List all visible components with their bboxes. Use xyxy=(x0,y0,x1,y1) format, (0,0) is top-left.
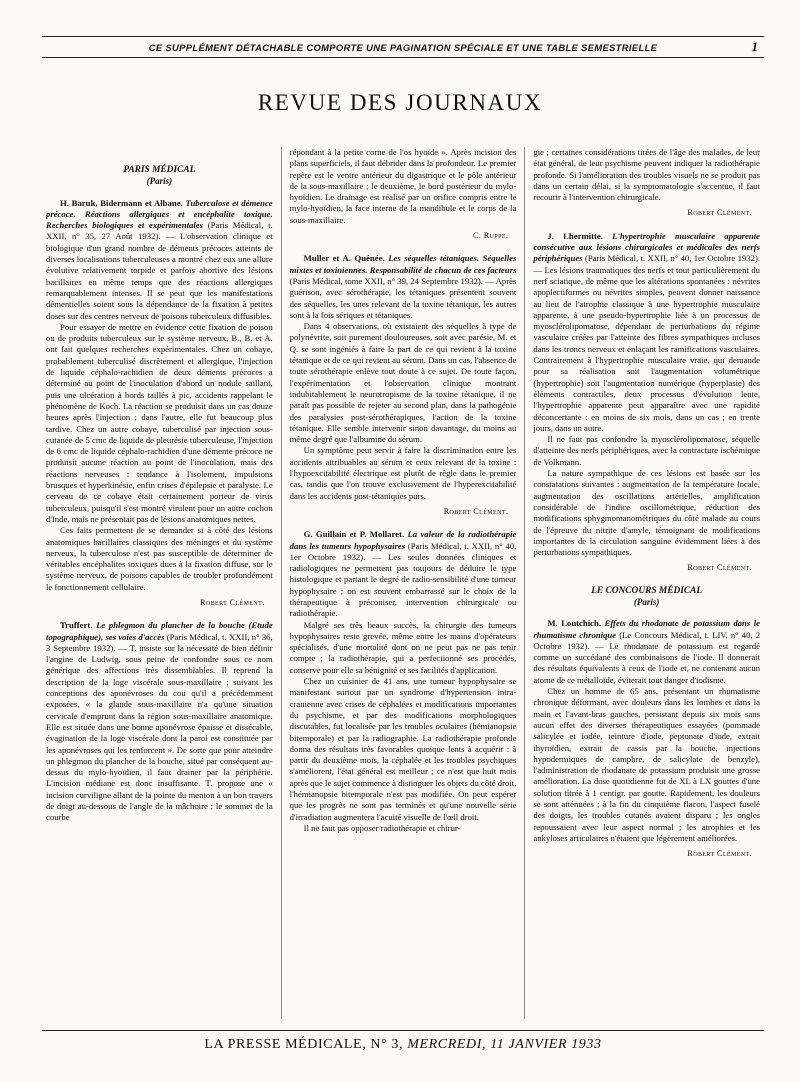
article-4-paragraph: (Paris Médical, t. XXII, n° 40, 1er Octobre 1932). — Les seules données cliniques et radiologiques ne permettent pas toujours de déduire le type histologique et partant le degré de radio-sensibilité d'une tumeur hypophysaire ; on est souvent embarrassé sur le choix de la thérapeutique à préconiser, intervention chirurgicale ou radiothérapie. xyxy=(289,540,517,619)
supplement-notice: CE SUPPLÉMENT DÉTACHABLE COMPORTE UNE PAGINATION SPÉCIALE ET UNE TABLE SEMESTRIELLE xyxy=(148,41,658,53)
article-3-heading xyxy=(290,253,517,321)
page-title: REVUE DES JOURNAUX xyxy=(257,90,543,115)
article-6-heading xyxy=(533,618,760,686)
column-3 xyxy=(524,147,760,1019)
section-title-paris-medical: PARIS MÉDICAL xyxy=(123,165,196,175)
article-6-title: Effets du rhodanate de potassium dans le rhumatisme chronique xyxy=(533,618,761,640)
section-title-concours-medical: LE CONCOURS MÉDICAL xyxy=(591,585,703,596)
article-5-authors: J. Lhermitte. xyxy=(547,230,603,241)
article-2-paragraph: (Paris Médical, t. XXII, n° 36, 3 Septembre 1932). — T. insiste sur la nécessité de bien définir l'angine de Ludwig, sous peine de confondre sous ce nom générique des affections très dissemblables. Il reprend la description de la loge viscérale sous-maxillaire ; suivant les conceptions des aponévroses du cou qu'il a précédemment exposées, « la glande sous-maxillaire n'a qu'une situation cervicale d'emprunt dans la région sous-maxillaire anatomique. Elle est située dans une bonne aponévrose épaisse et dissécable, évagination de la loge viscérale dont la paroi est constituée par les aponévroses qui les renforcent ». De sorte que pour atteindre un phlegmon du plancher de la bouche, situé par conséquent au-dessus du mylo-hyoïdien, il faut drainer par la périphérie. L'incision médiane est donc insuffisante. T. propose une « incision curviligne allant de la pointe du menton à un bon travers de doigt au-dessous de l'angle de la mâchoire ; le sommet de la courbe xyxy=(46,631,273,823)
page-number: 1 xyxy=(751,39,758,54)
article-3-signature: Robert Clément. xyxy=(443,506,509,516)
article-1-heading xyxy=(46,198,273,322)
article-6-paragraph: Chez un homme de 65 ans, présentant un rhumatisme chronique déformant, avec douleurs dans les lombes et dans la main et l'avant-bras gauches, persistant depuis six mois sans aucun effet des diverses thérapeutiques essayées (pommade salicylée et iodée, teinture d'iode, peptonate d'iode, extrait thyroïdien, extrait de cassis par la bouche, injections hypodermiques de camphre, de salicylate de benzyle), l'administration de rhodanate de potassium produisit une grosse amélioration. La dose quotidienne fut de XL à LX gouttes d'une solution titrée à 1 centigr. par goutte. Rapidement, les douleurs se sont atténuées ; à la fin du cinquième flacon, l'aspect fuselé des doigts, les troubles cutanés avaient disparu ; les ongles repoussaient avec leur aspect normal ; les atrophies et les ankyloses articulaires n'étaient que légèrement améliorées. xyxy=(533,686,761,843)
article-4-title: La valeur de la radiothérapie dans les tumeurs hypophysaires xyxy=(289,529,517,551)
article-4-paragraph: Malgré ses très beaux succès, la chirurgie des tumeurs hypophysaires reste grevée, même entre les mains d'opérateurs spécialisés, d'une mortalité dont on ne peut pas ne pas tenir compte ; la radiothérapie, qui a perfectionné ses procédés, conserve pour elle sa bénignité et ses facilités d'application. xyxy=(289,619,517,675)
article-4-paragraph: Il ne faut pas opposer radiothérapie et chirur- xyxy=(303,822,461,833)
article-1-paragraph: Ces faits permettent de se demander si à côté des lésions anatomiques bacillaires classiques des méninges et du système nerveux, la tuberculose n'est pas susceptible de déterminer de véritables encéphalites toxiques dues à la fixation diffuse, sur le système nerveux, de poisons capables de troubler profondément le fonctionnement cellulaire. xyxy=(46,525,273,592)
article-5-title: L'hypertrophie musculaire apparente consécutive aux lésions chirurgicales et médicales des nerfs périphériques xyxy=(533,230,761,264)
article-4-paragraph: gie ; certaines considérations tirées de l'âge des malades, de leur état général, de leur psychisme peuvent indiquer la radiothérapie profonde. Si l'amélioration des troubles visuels ne se produit pas dans un certain délai, si la symptomatologie s'accentue, il faut recourir à l'intervention chirurgicale. xyxy=(533,147,761,203)
column-1 xyxy=(46,147,273,1019)
journal-name: LA PRESSE MÉDICALE, N° 3, xyxy=(204,1037,404,1052)
article-2-heading xyxy=(46,620,273,823)
article-3-paragraph: Un symptôme peut servir à faire la discrimination entre les accidents attribuables au sérum et ceux relevant de la toxine : l'hypoexcitabilité électrique est plutôt de règle dans le premier cas, tandis que l'on trouve exclusivement de l'hyperexcitabilité dans les accidents post-tétaniques purs. xyxy=(289,445,517,501)
article-4-authors: G. Guillain et P. Mollaret. xyxy=(303,529,405,540)
article-1-paragraph: (Paris Médical, t. XXII, n° 35, 27 Août 1932). — L'observation clinique et biologique d'un grand nombre de déments précoces atteints de diverses localisations tuberculeuses a montré chez eux une allure évolutive relativement torpide et parfois abortive des lésions bacillaires en même temps que des réactions allergiques remarquablement intenses. Il se peut que les manifestations démentielles soient sous la dépendance de la fixation à petites doses sur des centres nerveux de poisons tuberculeux diffusibles. xyxy=(46,220,273,321)
article-5-signature: Robert Clément. xyxy=(687,563,753,573)
article-5-paragraph: (Paris Médical, t. XXII, n° 40, 1er Octobre 1932). — Les lésions traumatiques des nerfs et tout particulièrement du nerf sciatique, de même que les altérations spontanées : névrites apoplectiformes ou névrites simples, peuvent donner naissance au lieu de l'atrophie classique à une hypertrophie musculaire apparente, à une pseudo-hypertrophie liée à un processus de myosclérolipomatose, dépendant de perturbations du régime vasculaire créées par l'atteinte des fibres sympathiques incluses dans les troncs nerveux et enlaçant les ramifications vasculaires. Contrairement à l'hypertrophie musculaire vraie, qui demande pour sa réalisation soit l'augmentation volumétrique (hypertrophie) soit l'augmentation numérique (hyperplasie) des éléments contractiles, deux processus d'évolution lente, l'hypertrophie apparente peut apparaître avec une rapidité déconcertante : en moins de six mois, dans un cas ; en trente jours, dans un autre. xyxy=(533,253,761,433)
article-4-paragraph: Chez un cuisinier de 41 ans, une tumeur hypophysaire se manifestant surtout par un syndrome d'hypertension intra-cranienne avec crises de céphalées et modifications importantes du psychisme, et par des modifications morphologiques discutables, fut localisée par les troubles oculaires (hémianopsie bitemporale) et par la radiographie. La radiothérapie profonde donna des résultats très favorables quoique lents à acquérir : à partir du deuxième mois, la céphalée et les troubles psychiques s'améliorent, l'état général est meilleur ; ce n'est que huit mois après que le sujet commence à distinguer les objets du côté droit, l'hémianopsie bitemporale n'est pas modifiée. On peut espérer que les progrès ne sont pas terminés et qu'une nouvelle série d'irradiation augmentera l'acuité visuelle de l'œil droit. xyxy=(289,676,517,822)
article-2-title: Le phlegmon du plancher de la bouche (Etude topographique), ses voies d'accès xyxy=(46,620,273,642)
article-6-paragraph: (Le Concours Médical, t. LIV, n° 40, 2 Octobre 1932). — Le rhodanate de potassium est regardé comme un succédané des combinaisons de l'iode. Il donnerait des résultats équivalents à ceux de l'iode et, ne contenant aucun atome de ce métalloïde, éviterait tout danger d'iodisme. xyxy=(533,629,761,685)
article-3-title: Les séquelles tétaniques. Séquelles mixtes et toxiniennes. Responsabilité de chacun de ces facteurs xyxy=(289,253,517,275)
article-2-signature: C. Ruppe. xyxy=(473,231,509,241)
article-1-paragraph: Pour essayer de mettre en évidence cette fixation de poison ou de produits tuberculeux sur le système nerveux, B., B. et A. ont fait quelques recherches expérimentales. Chez un cobaye, probablement tuberculisé discrètement et allergique, l'injection de liquide céphalo-rachidien de deux déments précoces a déterminé au point de l'inoculation d'abord un nodule saillant, puis une ulcération à bords taillés à pic, accidents rappelant le phénomène de Koch. La réaction se produisit dans un cas douze heures après l'injection ; dans l'autre, elle fut beaucoup plus tardive. Chez un autre cobaye, tuberculisé par injection sous-cutanée de 5 cmc de liquide de pleurésie tuberculeuse, l'injection de 6 cmc de liquide céphalo-rachidien d'une démente précoce ne produisit aucune réaction au point de l'inoculation, mais des réactions nerveuses : tendance à l'isolement, impulsions brusques et hyperkinésie, enfin crises d'épilepsie et paralysie. Le cerveau de ce cobaye était certainement porteur de virus tuberculeux, puisqu'il s'est montré virulent pour un autre cochon d'Inde, mais ne présentait pas de lésions anatomiques nettes. xyxy=(46,321,273,524)
article-5-paragraph: Il ne faut pas confondre la myosclérolipomatose, séquelle d'atteinte des nerfs périphériques, avec la contracture ischémique de Volkmann. xyxy=(533,434,761,467)
article-6-authors: M. Loutchich. xyxy=(547,618,602,629)
article-5-paragraph: La nature sympathique de ces lésions est basée sur les constatations suivantes : augmentation de la température locale, augmentation des oscillations artérielles, amplification considérable de l'indice oscillométrique, réduction des modifications sphygmomanométriques du côté malade au cours de l'épreuve du nitrite d'amyle, témoignant de modifications importantes de la circulation sanguine évidemment liées à des perturbations sympathiques. xyxy=(533,468,761,558)
journal-footer xyxy=(42,1030,764,1053)
article-4-heading xyxy=(290,529,517,619)
article-1-authors: H. Baruk, Bidermann et Albane. xyxy=(60,197,183,208)
article-6-signature: Robert Clément. xyxy=(687,849,753,859)
article-4-signature: Robert Clément. xyxy=(687,208,753,218)
article-1-title: Tuberculose et démence précoce. Réactions allergiques et encéphalite toxique. Recherches biologiques et expérimentales xyxy=(46,197,273,231)
article-5-heading xyxy=(533,231,760,434)
article-columns xyxy=(46,147,760,1019)
article-2-authors: Truffert. xyxy=(60,620,93,631)
column-2 xyxy=(281,147,517,1019)
article-3-authors: Muller et A. Quénée. xyxy=(303,253,385,264)
article-1-signature: Robert Clément. xyxy=(200,597,265,607)
section-city: (Paris) xyxy=(633,596,660,607)
article-3-paragraph: (Paris Médical, tome XXII, n° 39, 24 Septembre 1932). — Après guérison, avec sérothérapie, les tétaniques présentent souvent des séquelles, les unes relevant de la toxine tétanique, les autres sont à la fois sériques et tétaniques. xyxy=(289,275,517,320)
section-city: (Paris) xyxy=(146,176,173,187)
article-3-paragraph: Dans 4 observations, où existaient des séquelles à type de polynévrite, soit purement douloureuses, soit avec parésie, M. et Q. se sont ingéniés à faire la part de ce qui revient à la toxine tétanique et de ce qui revient au sérum. Dans un cas, l'absence de toute sérothérapie enlève tout doute à ce sujet. De toute façon, l'expérimentation et l'observation clinique montrant indubitablement le neurotropisme de la toxine tétanique, il ne paraît pas possible de rejeter au second plan, dans la pathogénie des paralysies post-sérothérapiques, l'action de la toxine tétanique. Elle semble intervenir sinon davantage, du moins au même degré que l'albumine du sérum. xyxy=(289,321,517,445)
article-2-paragraph: répondant à la petite corne de l'os hyoïde ». Après incision des plans superficiels, il faut débrider dans la profondeur. Le premier repère est le ventre antérieur du digastrique et le pôle antérieur de la sous-maxillaire ; le deuxième, le bord postérieur du mylo-hyoïdien. Le drainage est réalisé par un orifice compris entre le mylo-hyoïdien, la face interne de la mandibule et le corps de la sous-maxillaire. xyxy=(289,147,517,225)
issue-date: MERCREDI, 11 JANVIER 1933 xyxy=(407,1037,602,1052)
supplement-banner xyxy=(42,36,764,58)
